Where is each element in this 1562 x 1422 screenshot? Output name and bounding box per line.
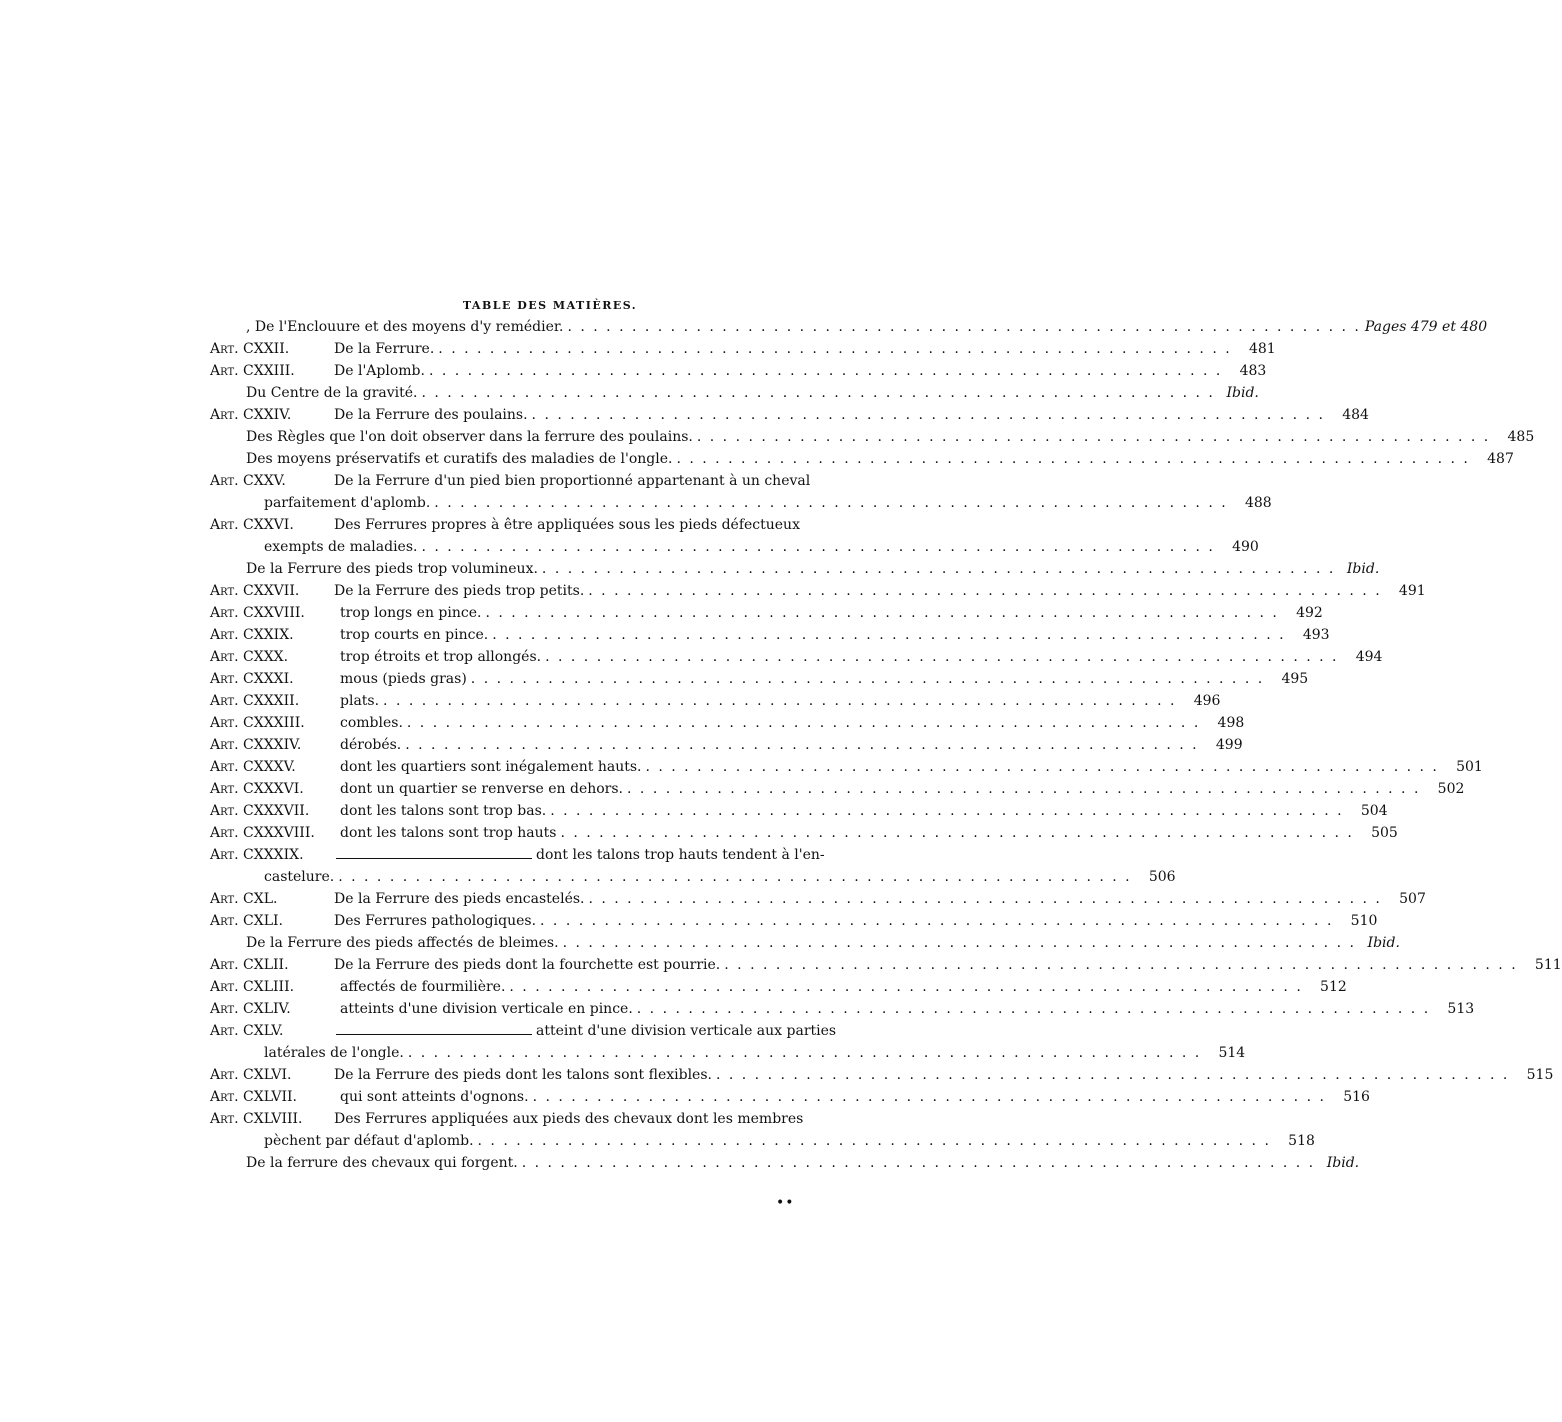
toc-entry (210, 822, 1398, 844)
entry-title: trop courts en pince. (340, 627, 489, 643)
page-number: 484 (1342, 407, 1369, 423)
entry-title: exempts de maladies. (264, 539, 418, 555)
entry-title: latérales de l'ongle. (264, 1045, 404, 1061)
dot-leader: . . . . . . . . . . . . . . . . . . . . . . . . . . . . . . . . . . . . . . . . . . . . . . . . . . . . . . . . . . . . . . (470, 671, 1265, 687)
toc-entry (210, 954, 1562, 976)
page-number: 491 (1398, 583, 1426, 599)
dot-leader: . . . . . . . . . . . . . . . . . . . . . . . . . . . . . . . . . . . . . . . . . . . . . . . . . . . . . . . . . . . . . . (406, 715, 1201, 731)
toc-entry (210, 712, 1245, 734)
dot-leader: . . . . . . . . . . . . . . . . . . . . . . . . . . . . . . . . . . . . . . . . . . . . . . . . . . . . . . . . . . . . . . (724, 957, 1518, 973)
toc-entry (210, 778, 1465, 800)
article-number: Art. CXXIV. (210, 407, 292, 423)
article-number: Art. CXLV. (210, 1023, 284, 1039)
toc-entry (210, 470, 878, 492)
ditto-rule (336, 858, 532, 859)
toc-entry (210, 316, 1488, 338)
toc-entry (210, 888, 1426, 910)
entry-title: dont les talons sont trop bas. (340, 803, 547, 819)
page-number: 498 (1217, 715, 1245, 731)
article-number: Art. CXXXIII. (210, 715, 305, 731)
toc-entry (210, 404, 1369, 426)
article-number: Art. CXXXVI. (210, 781, 304, 797)
page-number: 487 (1487, 451, 1514, 467)
dot-leader: . . . . . . . . . . . . . . . . . . . . . . . . . . . . . . . . . . . . . . . . . . . . . . . . . . . . . . . . . . . . . . (588, 891, 1382, 907)
entry-title: qui sont atteints d'ognons. (340, 1089, 529, 1105)
toc-entry (210, 580, 1426, 602)
page-number: 513 (1447, 1001, 1475, 1017)
toc-entry (210, 514, 878, 536)
toc-entry (210, 382, 1259, 404)
dot-leader: . . . . . . . . . . . . . . . . . . . . . . . . . . . . . . . . . . . . . . . . . . . . . . . . . . . . . . . . . . . . . . (421, 385, 1215, 401)
page-number: 485 (1507, 429, 1535, 445)
dot-leader: . . . . . . . . . . . . . . . . . . . . . . . . . . . . . . . . . . . . . . . . . . . . . . . . . . . . . . . . . . . . . . (383, 693, 1177, 709)
toc-entry (210, 426, 1535, 448)
dot-leader: . . . . . . . . . . . . . . . . . . . . . . . . . . . . . . . . . . . . . . . . . . . . . . . . . . . . . . . . . . . . . . (627, 781, 1421, 797)
dot-leader: . . . . . . . . . . . . . . . . . . . . . . . . . . . . . . . . . . . . . . . . . . . . . . . . . . . . . . . . . . . . . . (421, 539, 1215, 555)
entry-title: atteint d'une division verticale aux parties (536, 1023, 837, 1039)
page-number: 499 (1215, 737, 1243, 753)
page-number: 495 (1281, 671, 1309, 687)
page-number: 518 (1288, 1133, 1315, 1149)
page-number: 515 (1526, 1067, 1554, 1083)
entry-title: pèchent par défaut d'aplomb. (264, 1133, 474, 1149)
entry-title: affectés de fourmilière. (340, 979, 506, 995)
toc-entry (210, 1064, 1554, 1086)
entry-title: parfaitement d'aplomb. (264, 495, 431, 511)
entry-title: plats. (340, 693, 380, 709)
article-number: Art. CXXIX. (210, 627, 294, 643)
page-number: 502 (1437, 781, 1465, 797)
toc-entry (210, 756, 1483, 778)
entry-title: De la Ferrure des pieds dont la fourchette est pourrie. (334, 957, 721, 973)
dot-leader: . . . . . . . . . . . . . . . . . . . . . . . . . . . . . . . . . . . . . . . . . . . . . . . . . . . . . . . . . . . . . . (485, 605, 1279, 621)
entry-title: De l'Aplomb. (334, 363, 425, 379)
page-number: 481 (1248, 341, 1276, 357)
entry-title: Des Règles que l'on doit observer dans la ferrure des poulains. (246, 429, 693, 445)
dot-leader: . . . . . . . . . . . . . . . . . . . . . . . . . . . . . . . . . . . . . . . . . . . . . . . . . . . . . . . . . . . . . . (567, 319, 1361, 335)
article-number: Art. CXXXI. (210, 671, 294, 687)
dot-leader: . . . . . . . . . . . . . . . . . . . . . . . . . . . . . . . . . . . . . . . . . . . . . . . . . . . . . . . . . . . . . . (541, 561, 1336, 577)
entry-title: trop longs en pince. (340, 605, 482, 621)
toc-entry (210, 910, 1378, 932)
entry-title: Des moyens préservatifs et curatifs des maladies de l'ongle. (246, 451, 673, 467)
toc-entry (210, 734, 1243, 756)
dot-leader: . . . . . . . . . . . . . . . . . . . . . . . . . . . . . . . . . . . . . . . . . . . . . . . . . . . . . . . . . . . . . . (521, 1155, 1316, 1171)
article-number: Art. CXXX. (210, 649, 289, 665)
toc-entry (210, 1086, 1370, 1108)
entry-title: Des Ferrures propres à être appliquées sous les pieds défectueux (334, 517, 800, 533)
entry-title: De la Ferrure des pieds trop volumineux. (246, 561, 538, 577)
dot-leader: . . . . . . . . . . . . . . . . . . . . . . . . . . . . . . . . . . . . . . . . . . . . . . . . . . . . . . . . . . . . . . (560, 825, 1354, 841)
dot-leader: . . . . . . . . . . . . . . . . . . . . . . . . . . . . . . . . . . . . . . . . . . . . . . . . . . . . . . . . . . . . . . (532, 1089, 1326, 1105)
page-number: 510 (1350, 913, 1378, 929)
article-number: Art. CXXXIX. (210, 847, 304, 863)
toc-entry (210, 1130, 1315, 1152)
article-number: Art. CXXIII. (210, 363, 295, 379)
entry-title: De la Ferrure des poulains. (334, 407, 528, 423)
toc-entry (210, 448, 1514, 470)
toc-entry (210, 536, 1259, 558)
page-number: Ibid. (1326, 1155, 1360, 1171)
page-number: 506 (1148, 869, 1176, 885)
entry-title: castelure. (264, 869, 335, 885)
toc-entry (210, 1042, 1246, 1064)
article-number: Art. CXLIV. (210, 1001, 291, 1017)
toc-entry (210, 1108, 878, 1130)
dot-leader: . . . . . . . . . . . . . . . . . . . . . . . . . . . . . . . . . . . . . . . . . . . . . . . . . . . . . . . . . . . . . . (645, 759, 1439, 775)
entry-title: De la Ferrure d'un pied bien proportionné appartenant à un cheval (334, 473, 811, 489)
entry-title: dont les talons sont trop hauts (340, 825, 557, 841)
dot-leader: . . . . . . . . . . . . . . . . . . . . . . . . . . . . . . . . . . . . . . . . . . . . . . . . . . . . . . . . . . . . . . (407, 1045, 1202, 1061)
entry-title: De la Ferrure des pieds affectés de bleimes. (246, 935, 559, 951)
article-number: Art. CXLVIII. (210, 1111, 303, 1127)
entry-title: De la Ferrure des pieds dont les talons sont flexibles. (334, 1067, 712, 1083)
page-number: 512 (1320, 979, 1347, 995)
dot-leader: . . . . . . . . . . . . . . . . . . . . . . . . . . . . . . . . . . . . . . . . . . . . . . . . . . . . . . . . . . . . . . (696, 429, 1491, 445)
entry-title: De la Ferrure des pieds trop petits. (334, 583, 585, 599)
article-number: Art. CXLI. (210, 913, 283, 929)
toc-entry (210, 492, 1272, 514)
toc-entry (210, 1020, 878, 1042)
page-number: 505 (1371, 825, 1398, 841)
page-number: 496 (1193, 693, 1221, 709)
article-number: Art. CXXXVII. (210, 803, 310, 819)
page-number: 516 (1343, 1089, 1370, 1105)
entry-title: Des Ferrures pathologiques. (334, 913, 537, 929)
dot-leader: . . . . . . . . . . . . . . . . . . . . . . . . . . . . . . . . . . . . . . . . . . . . . . . . . . . . . . . . . . . . . . (588, 583, 1382, 599)
article-number: Art. CXXXII. (210, 693, 300, 709)
table-of-contents (210, 316, 1562, 1174)
toc-entry (210, 976, 1347, 998)
entry-title: mous (pieds gras) (340, 671, 467, 687)
page-number: 511 (1534, 957, 1562, 973)
article-number: Art. CXLVII. (210, 1089, 297, 1105)
dot-leader: . . . . . . . . . . . . . . . . . . . . . . . . . . . . . . . . . . . . . . . . . . . . . . . . . . . . . . . . . . . . . . (438, 341, 1232, 357)
toc-entry (210, 844, 878, 866)
entry-title: atteints d'une division verticale en pince. (340, 1001, 633, 1017)
dot-leader: . . . . . . . . . . . . . . . . . . . . . . . . . . . . . . . . . . . . . . . . . . . . . . . . . . . . . . . . . . . . . . (428, 363, 1223, 379)
dot-leader: . . . . . . . . . . . . . . . . . . . . . . . . . . . . . . . . . . . . . . . . . . . . . . . . . . . . . . . . . . . . . . (562, 935, 1356, 951)
article-number: Art. CXXXVIII. (210, 825, 315, 841)
dot-leader: . . . . . . . . . . . . . . . . . . . . . . . . . . . . . . . . . . . . . . . . . . . . . . . . . . . . . . . . . . . . . . (545, 649, 1339, 665)
page-number: 507 (1399, 891, 1426, 907)
entry-title: Des Ferrures appliquées aux pieds des chevaux dont les membres (334, 1111, 804, 1127)
page-number: 494 (1355, 649, 1383, 665)
dot-leader: . . . . . . . . . . . . . . . . . . . . . . . . . . . . . . . . . . . . . . . . . . . . . . . . . . . . . . . . . . . . . . (540, 913, 1334, 929)
entry-title: dont les quartiers sont inégalement hauts. (340, 759, 642, 775)
toc-entry (210, 558, 1380, 580)
entry-title: combles. (340, 715, 403, 731)
page-number: 501 (1456, 759, 1483, 775)
article-number: Art. CXXV. (210, 473, 286, 489)
page-number: Ibid. (1226, 385, 1259, 401)
page-number: 488 (1244, 495, 1272, 511)
article-number: Art. CXXII. (210, 341, 290, 357)
footer-mark: •• (776, 1195, 795, 1211)
entry-title: De la Ferrure. (334, 341, 435, 357)
article-number: Art. CXXXV. (210, 759, 296, 775)
article-number: Art. CXXVIII. (210, 605, 305, 621)
toc-entry (210, 998, 1475, 1020)
entry-title: De la Ferrure des pieds encastelés. (334, 891, 585, 907)
page-number: 493 (1302, 627, 1330, 643)
toc-entry (210, 602, 1323, 624)
entry-title: De la ferrure des chevaux qui forgent. (246, 1155, 518, 1171)
page-title: TABLE DES MATIÈRES. (462, 299, 638, 312)
dot-leader: . . . . . . . . . . . . . . . . . . . . . . . . . . . . . . . . . . . . . . . . . . . . . . . . . . . . . . . . . . . . . . (715, 1067, 1510, 1083)
toc-entry (210, 668, 1309, 690)
page-number: 492 (1296, 605, 1323, 621)
dot-leader: . . . . . . . . . . . . . . . . . . . . . . . . . . . . . . . . . . . . . . . . . . . . . . . . . . . . . . . . . . . . . . (434, 495, 1228, 511)
entry-title: dérobés. (340, 737, 402, 753)
dot-leader: . . . . . . . . . . . . . . . . . . . . . . . . . . . . . . . . . . . . . . . . . . . . . . . . . . . . . . . . . . . . . . (676, 451, 1470, 467)
article-number: Art. CXXVII. (210, 583, 300, 599)
dot-leader: . . . . . . . . . . . . . . . . . . . . . . . . . . . . . . . . . . . . . . . . . . . . . . . . . . . . . . . . . . . . . . (636, 1001, 1431, 1017)
toc-entry (210, 932, 1400, 954)
dot-leader: . . . . . . . . . . . . . . . . . . . . . . . . . . . . . . . . . . . . . . . . . . . . . . . . . . . . . . . . . . . . . . (477, 1133, 1271, 1149)
toc-entry (210, 866, 1176, 888)
toc-entry (210, 1152, 1360, 1174)
article-number: Art. CXLIII. (210, 979, 295, 995)
page-number: Ibid. (1367, 935, 1400, 951)
page-number: 504 (1360, 803, 1388, 819)
dot-leader: . . . . . . . . . . . . . . . . . . . . . . . . . . . . . . . . . . . . . . . . . . . . . . . . . . . . . . . . . . . . . . (509, 979, 1303, 995)
toc-entry (210, 800, 1388, 822)
toc-entry (210, 646, 1383, 668)
dot-leader: . . . . . . . . . . . . . . . . . . . . . . . . . . . . . . . . . . . . . . . . . . . . . . . . . . . . . . . . . . . . . . (405, 737, 1199, 753)
page-number: 483 (1239, 363, 1267, 379)
toc-entry (210, 338, 1276, 360)
dot-leader: . . . . . . . . . . . . . . . . . . . . . . . . . . . . . . . . . . . . . . . . . . . . . . . . . . . . . . . . . . . . . . (531, 407, 1325, 423)
entry-title: trop étroits et trop allongés. (340, 649, 542, 665)
page-number: 514 (1218, 1045, 1246, 1061)
page-number: Ibid. (1346, 561, 1380, 577)
page-number: Pages 479 et 480 (1364, 319, 1488, 335)
article-number: Art. CXXXIV. (210, 737, 302, 753)
dot-leader: . . . . . . . . . . . . . . . . . . . . . . . . . . . . . . . . . . . . . . . . . . . . . . . . . . . . . . . . . . . . . . (338, 869, 1132, 885)
entry-title: Du Centre de la gravité. (246, 385, 418, 401)
article-number: Art. CXXVI. (210, 517, 294, 533)
toc-entry (210, 360, 1267, 382)
dot-leader: . . . . . . . . . . . . . . . . . . . . . . . . . . . . . . . . . . . . . . . . . . . . . . . . . . . . . . . . . . . . . . (550, 803, 1344, 819)
toc-entry (210, 690, 1221, 712)
article-number: Art. CXL. (210, 891, 278, 907)
article-number: Art. CXLVI. (210, 1067, 292, 1083)
entry-title: , De l'Enclouure et des moyens d'y remédier. (246, 319, 564, 335)
article-number: Art. CXLII. (210, 957, 289, 973)
page-number: 490 (1232, 539, 1259, 555)
entry-title: dont les talons trop hauts tendent à l'en- (536, 847, 825, 863)
dot-leader: . . . . . . . . . . . . . . . . . . . . . . . . . . . . . . . . . . . . . . . . . . . . . . . . . . . . . . . . . . . . . . (492, 627, 1286, 643)
toc-entry (210, 624, 1330, 646)
entry-title: dont un quartier se renverse en dehors. (340, 781, 624, 797)
ditto-rule (336, 1034, 532, 1035)
